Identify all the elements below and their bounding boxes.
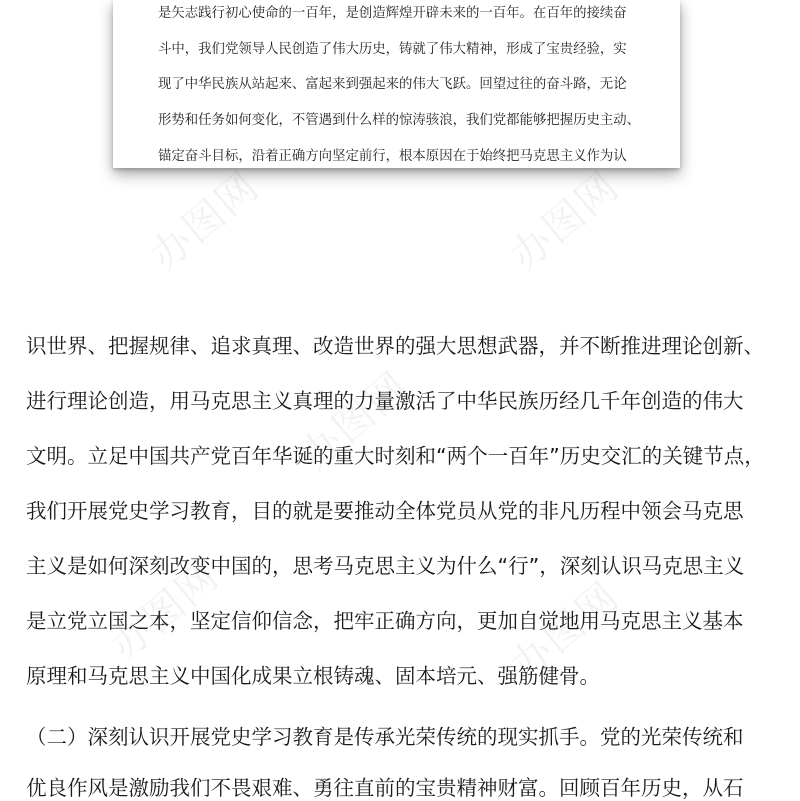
body-text-line: 主义是如何深刻改变中国的，思考马克思主义为什么“行”，深刻认识马克思主义 xyxy=(26,554,745,578)
watermark: 办图网 xyxy=(502,163,629,280)
body-text-line: 进行理论创造，用马克思主义真理的力量激活了中华民族历经几千年创造的伟大 xyxy=(26,389,744,413)
body-text-line: 文明。立足中国共产党百年华诞的重大时刻和“两个一百年”历史交汇的关键节点， xyxy=(26,444,765,468)
watermark: 办图网 xyxy=(102,553,229,670)
body-text-line: 原理和马克思主义中国化成果立根铸魂、固本培元、强筋健骨。 xyxy=(26,664,600,688)
card-text-line: 现了中华民族从站起来、富起来到强起来的伟大飞跃。回望过往的奋斗路，无论 xyxy=(158,77,627,92)
body-text-line: 识世界、把握规律、追求真理、改造世界的强大思想武器，并不断推进理论创新、 xyxy=(26,334,764,358)
body-text-line: 我们开展党史学习教育，目的就是要推动全体党员从党的非凡历程中领会马克思 xyxy=(26,499,744,523)
body-text-line: 优良作风是激励我们不畏艰难、勇往直前的宝贵精神财富。回顾百年历史，从石 xyxy=(26,776,744,800)
body-text-line: （二）深刻认识开展党史学习教育是传承光荣传统的现实抓手。党的光荣传统和 xyxy=(26,725,744,749)
body-text-line: 是立党立国之本，坚定信仰信念，把牢正确方向，更加自觉地用马克思主义基本 xyxy=(26,609,744,633)
card-text-line: 斗中，我们党领导人民创造了伟大历史，铸就了伟大精神，形成了宝贵经验，实 xyxy=(158,42,627,57)
card-text-line: 锚定奋斗目标，沿着正确方向坚定前行，根本原因在于始终把马克思主义作为认 xyxy=(158,149,627,164)
card-text-line: 形势和任务如何变化，不管遇到什么样的惊涛骇浪，我们党都能够把握历史主动、 xyxy=(158,113,641,128)
watermark: 办图网 xyxy=(292,363,419,480)
document-preview-card xyxy=(113,0,680,168)
card-text-line: 是矢志践行初心使命的一百年，是创造辉煌开辟未来的一百年。在百年的接续奋 xyxy=(158,6,627,21)
watermark: 办图网 xyxy=(142,163,269,280)
watermark: 办图网 xyxy=(502,573,629,690)
